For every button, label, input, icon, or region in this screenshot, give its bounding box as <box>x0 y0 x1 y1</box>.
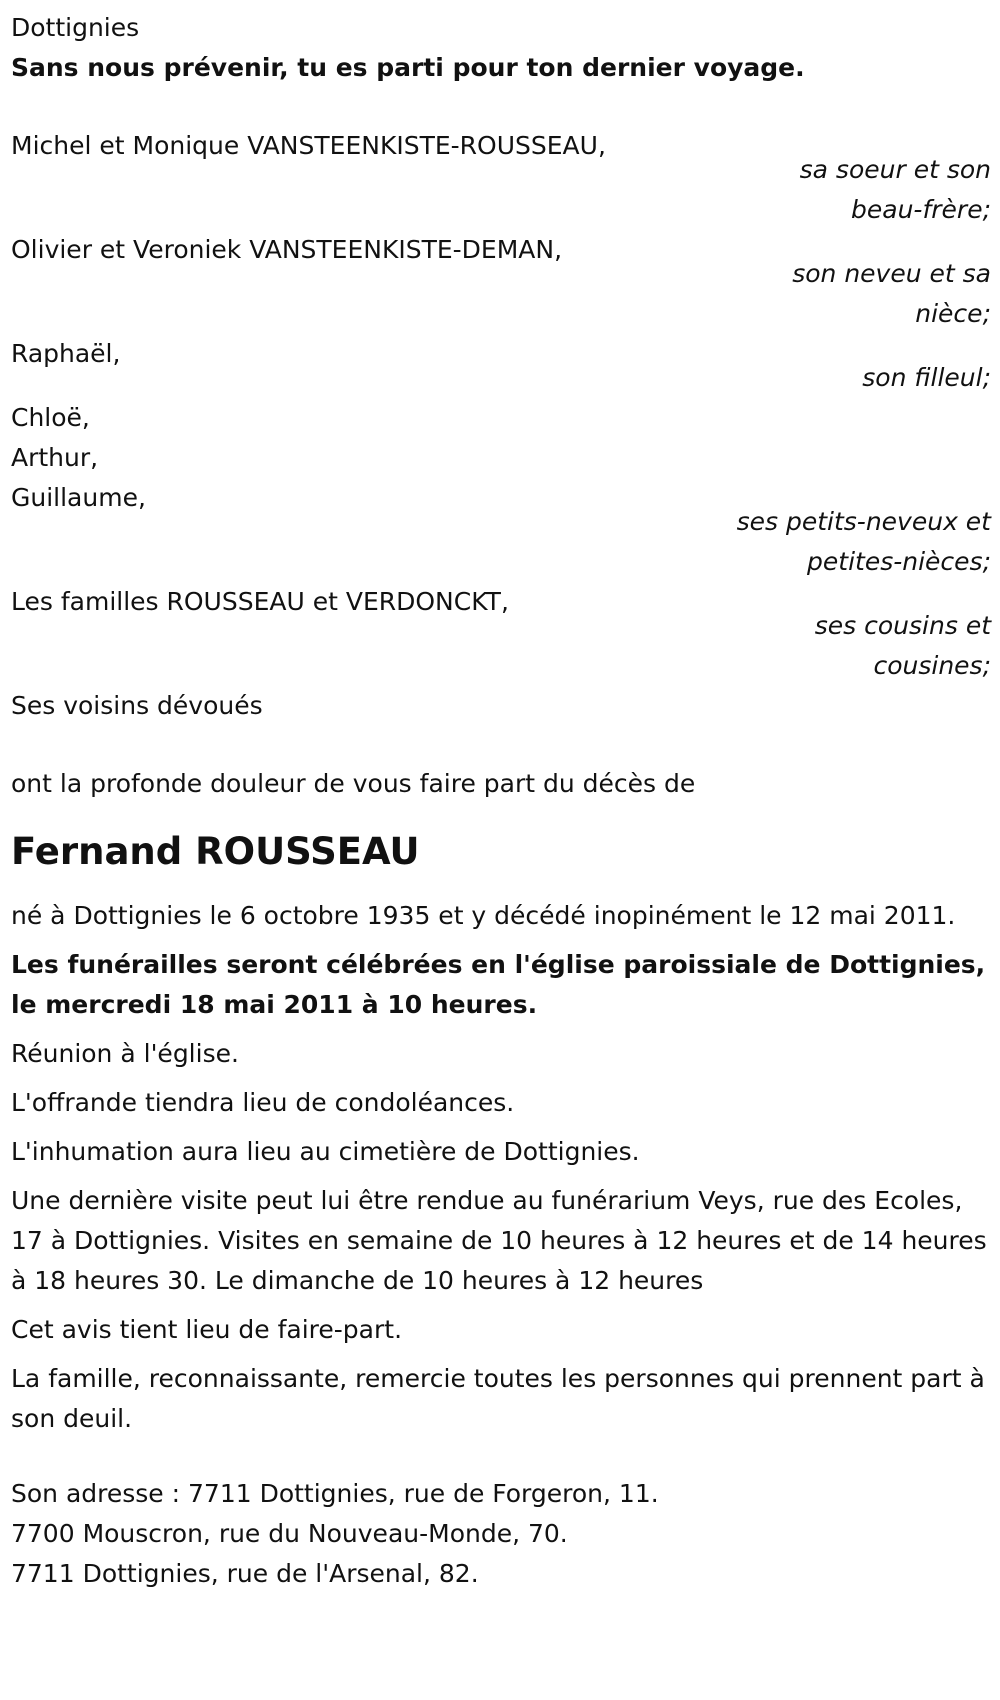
birth-death-text: né à Dottignies le 6 octobre 1935 et y décédé inopinément le 12 mai 2011. <box>11 901 956 930</box>
address-line: 7711 Dottignies, rue de l'Arsenal, 82. <box>11 1559 479 1588</box>
relation-line: beau-frère; <box>851 195 991 224</box>
mourner-names: Les familles ROUSSEAU et VERDONCKT, <box>11 587 509 616</box>
paragraph: Une dernière visite peut lui être rendue au funérarium Veys, rue des Ecoles, 17 à Dottignies. Visites en semaine de 10 heures à 12 heures et de 14 heures à 18 heures 30. Le dimanche de 10 heures à 12 heures <box>11 1186 987 1295</box>
relation-line: ses petits-neveux et <box>736 507 991 536</box>
address-line: Son adresse : 7711 Dottignies, rue de Forgeron, 11. <box>11 1479 659 1508</box>
place-header: Dottignies <box>11 13 140 42</box>
mourner-names: Olivier et Veroniek VANSTEENKISTE-DEMAN, <box>11 235 563 264</box>
neighbors-line: Ses voisins dévoués <box>11 691 263 720</box>
mourner-names: Michel et Monique VANSTEENKISTE-ROUSSEAU, <box>11 131 606 160</box>
mourner-name: Arthur, <box>11 443 99 472</box>
mourner-names: Raphaël, <box>11 339 121 368</box>
announcement-line: ont la profonde douleur de vous faire part du décès de <box>11 769 696 798</box>
mourner-nephew <box>11 230 991 334</box>
paragraph: L'inhumation aura lieu au cimetière de Dottignies. <box>11 1137 640 1166</box>
relation-line: son filleul; <box>862 363 991 392</box>
mourner-sister <box>11 126 991 230</box>
obituary-content <box>11 8 991 1594</box>
mourner-relation <box>11 502 991 582</box>
funeral-text: Les funérailles seront célébrées en l'église paroissiale de Dottignies, le mercredi 18 mai 2011 à 10 heures. <box>11 950 986 1019</box>
address-line: 7700 Mouscron, rue du Nouveau-Monde, 70. <box>11 1519 568 1548</box>
relation-line: sa soeur et son <box>799 155 991 184</box>
paragraph: L'offrande tiendra lieu de condoléances. <box>11 1088 515 1117</box>
relation-line: nièce; <box>915 299 991 328</box>
relation-line: cousines; <box>873 651 991 680</box>
mourner-relation <box>11 358 991 398</box>
paragraph: Réunion à l'église. <box>11 1039 239 1068</box>
deceased-name: Fernand ROUSSEAU <box>11 830 420 873</box>
paragraph: La famille, reconnaissante, remercie toutes les personnes qui prennent part à son deuil. <box>11 1364 985 1433</box>
relation-line: ses cousins et <box>814 611 991 640</box>
mourner-families <box>11 582 991 686</box>
mourner-godson <box>11 334 991 398</box>
relation-line: son neveu et sa <box>792 259 991 288</box>
mourner-name: Guillaume, <box>11 483 146 512</box>
paragraph: Cet avis tient lieu de faire-part. <box>11 1315 403 1344</box>
mourner-name: Chloë, <box>11 403 90 432</box>
relation-line: petites-nièces; <box>807 547 991 576</box>
mourner-grandnephews <box>11 398 991 582</box>
epigraph: Sans nous prévenir, tu es parti pour ton dernier voyage. <box>11 53 805 82</box>
